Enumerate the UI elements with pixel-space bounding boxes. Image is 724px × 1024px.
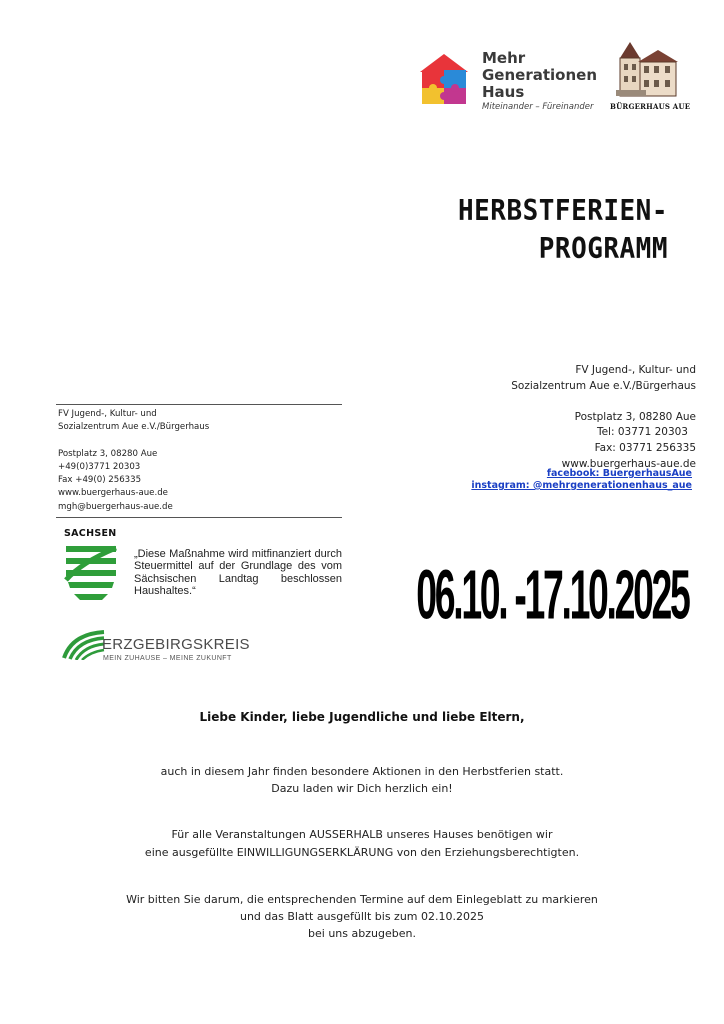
paragraph-3-line-1: Wir bitten Sie darum, die entsprechenden Termine auf dem Einlegeblatt zu markieren <box>126 893 598 906</box>
sachsen-coat-of-arms-icon <box>64 542 118 608</box>
left-tel: +49(0)3771 20303 <box>58 461 141 472</box>
funding-quote: „Diese Maßnahme wird mitfinanziert durch Steuermittel auf der Grundlage des vom Sächsischen Landtag beschlossen Haushaltes.“ <box>134 548 342 598</box>
erzgebirgskreis-logo <box>62 628 252 672</box>
puzzle-house-icon <box>416 50 472 106</box>
right-org-line-1: FV Jugend-, Kultur- und <box>575 364 696 376</box>
sachsen-logo-label: SACHSEN <box>64 528 117 539</box>
right-street: Postplatz 3, 08280 Aue <box>574 411 696 423</box>
title-line-2: PROGRAMM <box>538 232 668 266</box>
mgh-logo-line1: Mehr <box>482 49 526 67</box>
title-line-1: HERBSTFERIEN- <box>458 194 668 228</box>
right-web: www.buergerhaus-aue.de <box>561 458 696 470</box>
buergerhaus-logo-label: BÜRGERHAUS AUE <box>610 102 691 111</box>
erzgebirgskreis-name: ERZGEBIRGSKREIS <box>102 636 250 653</box>
paragraph-3-line-2: und das Blatt ausgefüllt bis zum 02.10.2025 <box>239 910 484 923</box>
right-fax: Fax: 03771 256335 <box>594 442 696 454</box>
mgh-logo-tagline: Miteinander – Füreinander <box>482 102 594 112</box>
buergerhaus-building-icon <box>610 36 680 100</box>
right-org-line-2: Sozialzentrum Aue e.V./Bürgerhaus <box>511 380 696 392</box>
left-org-line-1: FV Jugend-, Kultur- und <box>58 409 157 419</box>
sachsen-logo <box>60 528 120 608</box>
paragraph-2-line-1: Für alle Veranstaltungen AUSSERHALB unseres Hauses benötigen wir <box>171 828 553 841</box>
buergerhaus-logo <box>610 36 691 116</box>
erzgebirgskreis-tagline: MEIN ZUHAUSE – MEINE ZUKUNFT <box>103 655 232 662</box>
right-tel: Tel: 03771 20303 <box>596 426 688 438</box>
paragraph-1-line-2: Dazu laden wir Dich herzlich ein! <box>271 782 453 795</box>
paragraph-3-line-3: bei uns abzugeben. <box>308 927 416 940</box>
instagram-link[interactable]: instagram: @mehrgenerationenhaus_aue <box>471 480 692 491</box>
paragraph-1-line-1: auch in diesem Jahr finden besondere Aktionen in den Herbstferien statt. <box>160 765 564 778</box>
left-mail: mgh@buergerhaus-aue.de <box>58 501 173 512</box>
left-address-box <box>56 404 342 518</box>
left-fax: Fax +49(0) 256335 <box>58 475 142 486</box>
mehrgenerationenhaus-logo <box>416 50 596 112</box>
greeting: Liebe Kinder, liebe Jugendliche und liebe Eltern, <box>199 710 525 724</box>
erzgebirgskreis-wave-icon <box>62 630 106 660</box>
left-street: Postplatz 3, 08280 Aue <box>58 448 158 459</box>
left-org-line-2: Sozialzentrum Aue e.V./Bürgerhaus <box>58 422 210 433</box>
mgh-logo-line2: Generationen <box>482 66 598 84</box>
left-web: www.buergerhaus-aue.de <box>58 488 168 499</box>
paragraph-2-line-2: eine ausgefüllte EINWILLIGUNGSERKLÄRUNG von den Erziehungsberechtigten. <box>144 846 580 859</box>
facebook-link[interactable]: facebook: BuergerhausAue <box>546 468 692 479</box>
mgh-logo-line3: Haus <box>482 83 525 101</box>
date-range: 06.10. -17.10.2025 <box>416 557 689 635</box>
